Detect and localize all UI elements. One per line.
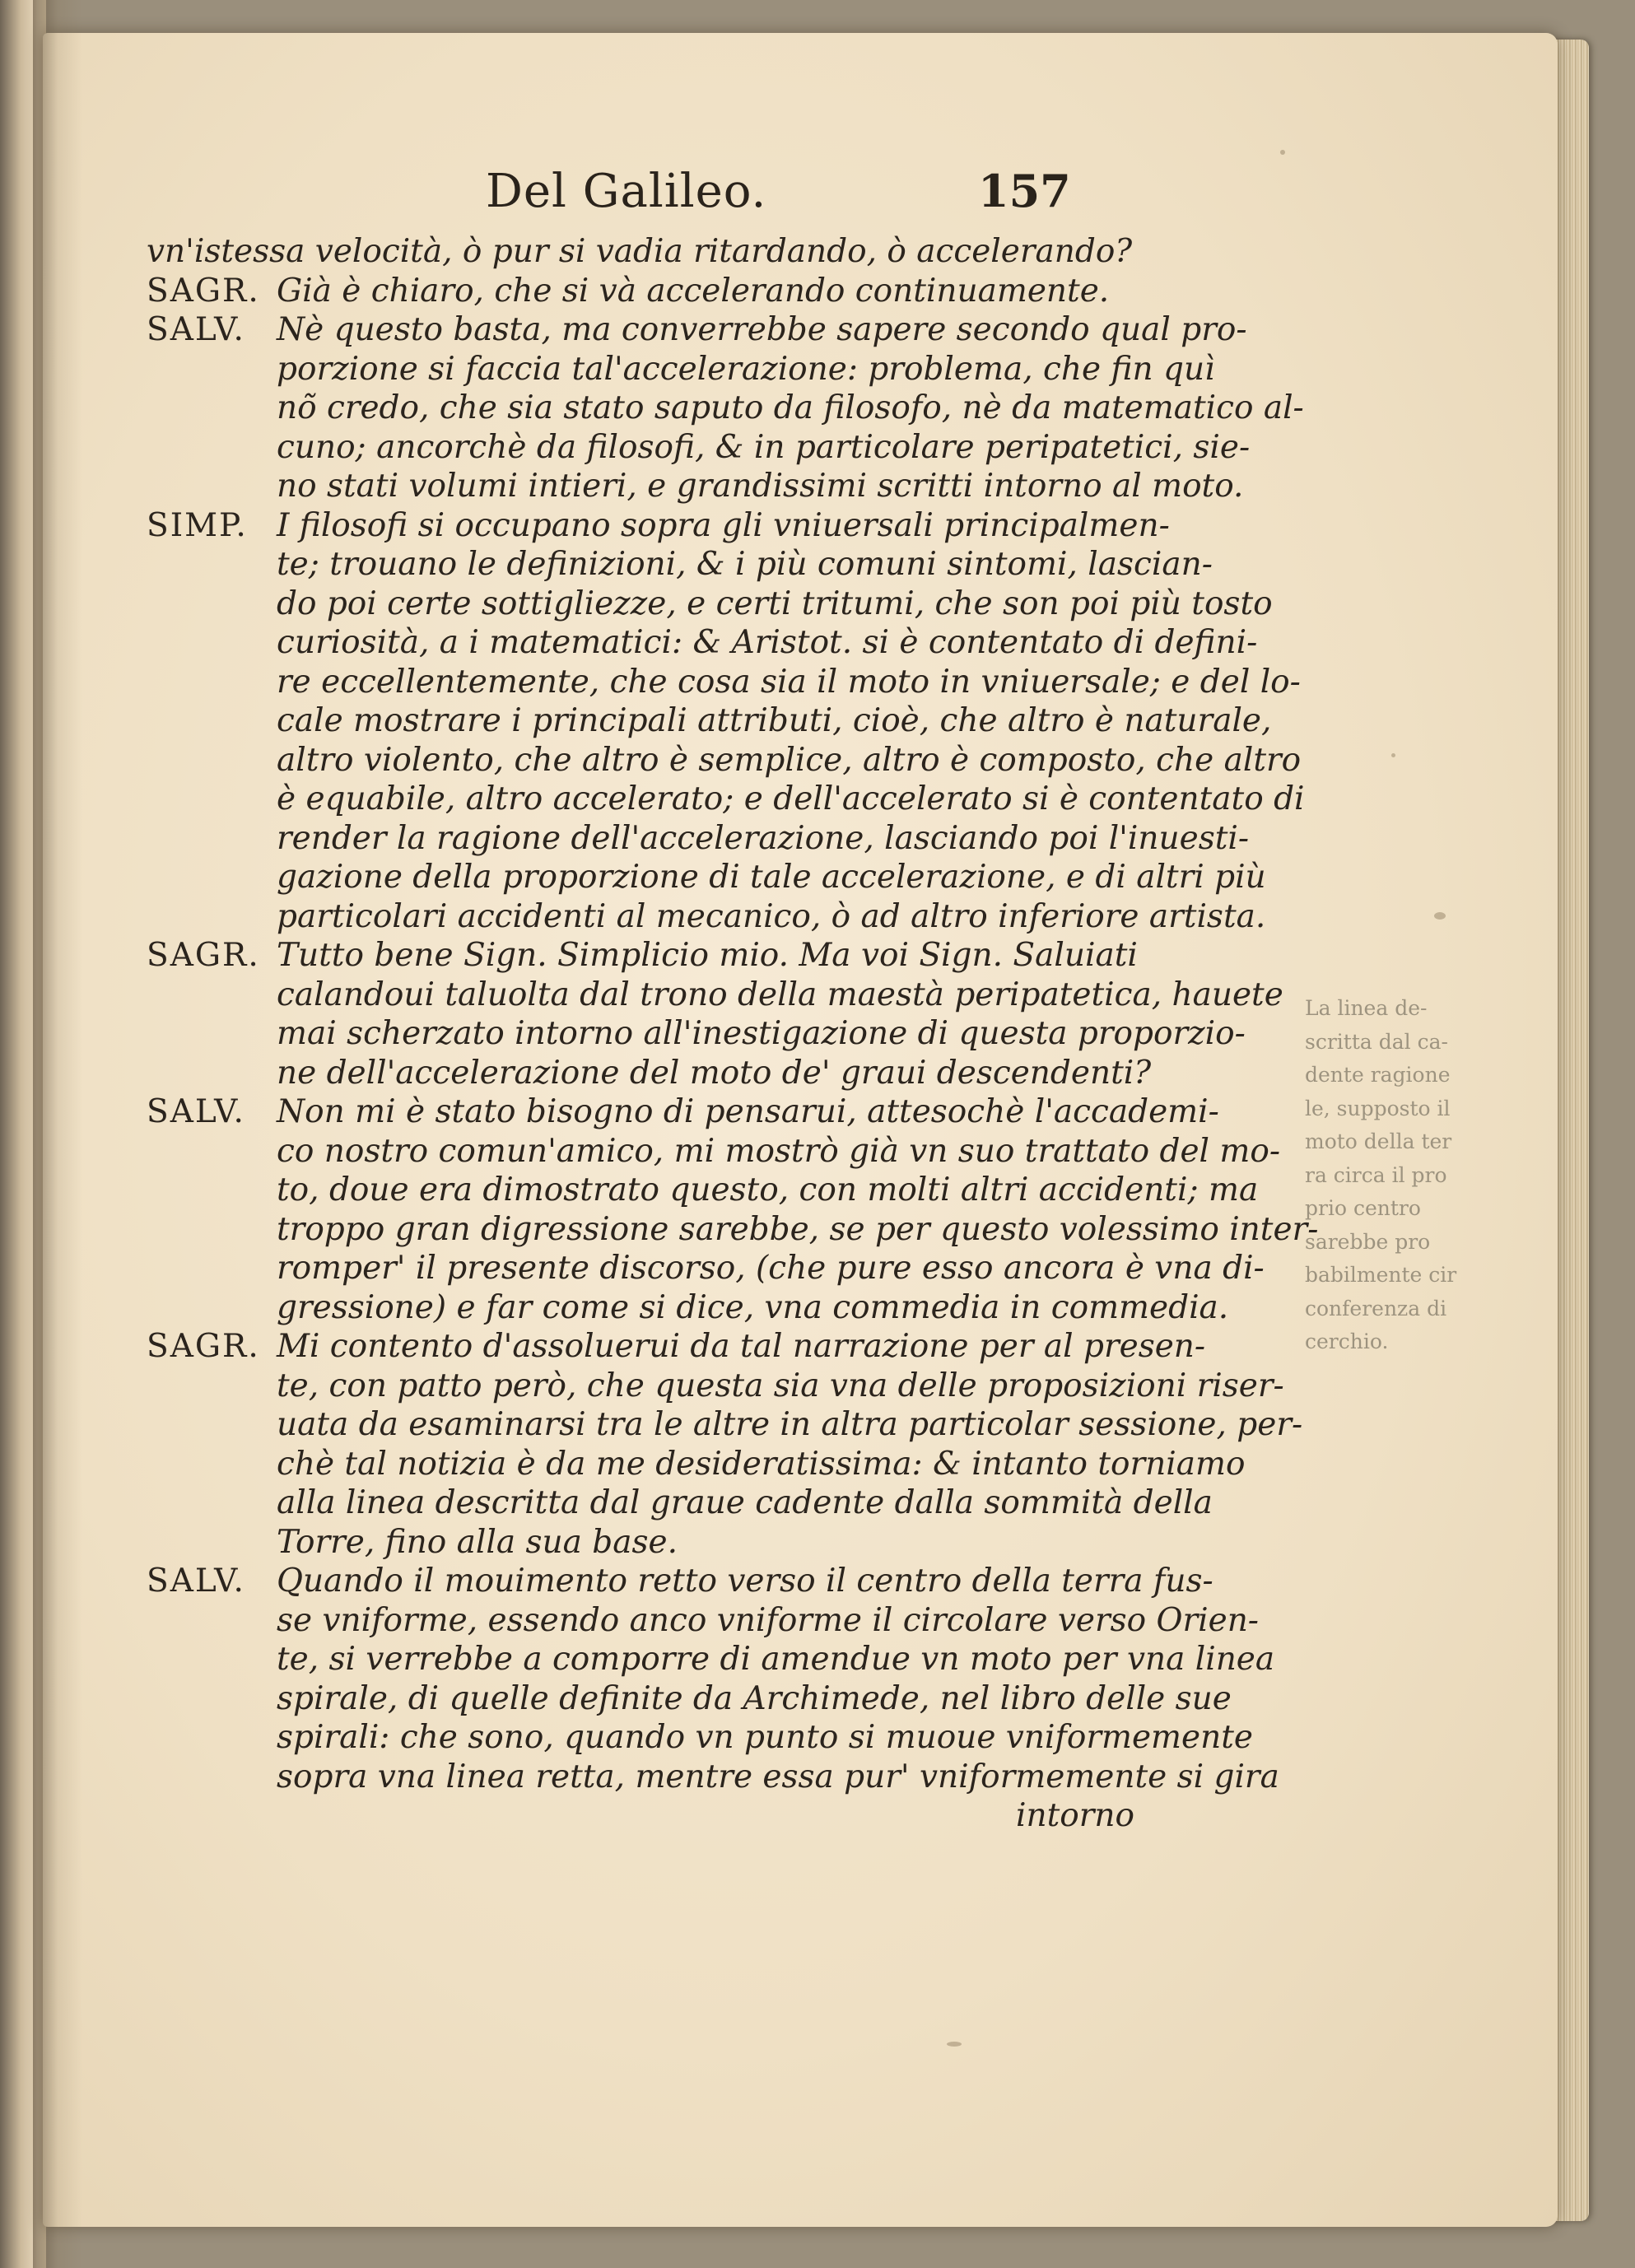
line-text: render la ragione dell'accelerazione, lasciando poi l'inuesti- [277, 819, 1250, 857]
margin-note-line: dente ragione [1305, 1063, 1451, 1087]
line-text: particolari accidenti al mecanico, ò ad altro inferiore artista. [277, 897, 1266, 935]
margin-note-line: prio centro [1305, 1196, 1421, 1220]
line-text: curiosità, a i matematici: & Aristot. si è contentato di defini- [277, 624, 1258, 661]
line-text: gressione) e far come si dice, vna commedia in commedia. [277, 1288, 1229, 1326]
speaker-label: SIMP. [147, 506, 248, 544]
catchword: intorno [1016, 1797, 1134, 1834]
margin-note-line: sarebbe pro [1305, 1229, 1431, 1254]
line-text: chè tal notizia è da me desideratissima: & intanto torniamo [277, 1445, 1246, 1483]
line-text: no stati volumi intieri, e grandissimi scritti intorno al moto. [277, 468, 1244, 505]
line-text: te, con patto però, che questa sia vna delle proposizioni riser- [277, 1367, 1284, 1404]
speaker-label: SALV. [147, 311, 245, 348]
text-line [147, 428, 1251, 468]
text-line [147, 858, 1266, 897]
margin-note-line: babilmente cir [1305, 1263, 1457, 1287]
line-text: mai scherzato intorno all'inestigazione di questa proporzio- [277, 1015, 1246, 1052]
text-line [147, 467, 1244, 506]
speaker-label: SALV. [147, 1093, 245, 1130]
text-line [147, 936, 1184, 976]
speaker-label: SAGR. [147, 937, 260, 974]
line-text: re eccellentemente, che cosa sia il moto in vniuersale; e del lo- [277, 663, 1301, 701]
margin-note-line: ra circa il pro [1305, 1162, 1447, 1187]
line-text: te, si verrebbe a comporre di amendue vn moto per vna linea [277, 1641, 1275, 1678]
line-text: gazione della proporzione di tale accelerazione, e di altri più [277, 859, 1266, 896]
text-line [147, 310, 1247, 350]
line-text: do poi certe sottigliezze, e certi tritumi, che son poi più tosto [277, 584, 1273, 622]
text-line [147, 701, 1272, 741]
line-text: troppo gran digressione sarebbe, se per questo volessimo inter- [277, 1210, 1319, 1248]
text-line [147, 1405, 1303, 1445]
text-line [147, 1562, 1213, 1601]
text-line [147, 976, 1283, 1015]
line-text: spirale, di quelle definite da Archimede, nel libro delle sue [277, 1679, 1232, 1717]
text-line [147, 623, 1258, 663]
text-line [147, 1523, 1184, 1562]
text-line [147, 1367, 1284, 1406]
text-line [147, 506, 1184, 546]
text-line [147, 897, 1266, 937]
line-text: Non mi è stato bisogno di pensarui, attesochè l'accademi- [277, 1093, 1219, 1130]
text-line [147, 584, 1273, 624]
speaker-label: SAGR. [147, 272, 260, 310]
line-text: Quando il mouimento retto verso il centro della terra fus- [277, 1562, 1213, 1600]
line-text: Nè questo basta, ma converrebbe sapere secondo qual pro- [277, 311, 1247, 348]
ink-speck [1391, 753, 1395, 757]
line-text: romper' il presente discorso, (che pure esso ancora è vna di- [277, 1250, 1265, 1287]
line-text: porzione si faccia tal'accelerazione: problema, che fin quì [277, 350, 1215, 388]
margin-note-bleedthrough [1305, 992, 1482, 1359]
text-line [147, 1288, 1229, 1328]
line-text: uata da esaminarsi tra le altre in altra particolar sessione, per- [277, 1406, 1303, 1443]
text-line [147, 1640, 1275, 1679]
margin-note-line: moto della ter [1305, 1129, 1452, 1153]
ink-speck [947, 2042, 962, 2047]
text-line [147, 1601, 1259, 1641]
line-text: spirali: che sono, quando vn punto si muoue vniformemente [277, 1719, 1253, 1756]
line-text: Tutto bene Sign. Simplicio mio. Ma voi Sign. Saluiati [277, 937, 1138, 974]
text-line [147, 1014, 1246, 1054]
text-line [147, 1718, 1253, 1758]
text-line [147, 545, 1213, 584]
text-line [147, 1171, 1259, 1210]
line-text: calandoui taluolta dal trono della maestà peripatetica, hauete [277, 976, 1283, 1013]
text-line [147, 1327, 1206, 1367]
text-line [147, 350, 1215, 389]
dialogue-text [147, 232, 1319, 1836]
margin-note-line: cerchio. [1305, 1330, 1389, 1353]
line-text: ne dell'accelerazione del moto de' graui descendenti? [277, 1054, 1152, 1092]
margin-note-line: conferenza di [1305, 1296, 1447, 1320]
text-line [147, 1758, 1279, 1797]
text-line [147, 741, 1302, 780]
text-line [147, 1445, 1246, 1484]
line-text: è equabile, altro accelerato; e dell'accelerato si è contentato di [277, 780, 1305, 817]
line-text: cale mostrare i principali attributi, cioè, che altro è naturale, [277, 702, 1272, 739]
line-text: nõ credo, che sia stato saputo da filosofo, nè da matematico al- [277, 389, 1304, 426]
binding-gutter [33, 0, 82, 2268]
line-text: altro violento, che altro è semplice, altro è composto, che altro [277, 741, 1302, 779]
ink-speck [1280, 150, 1285, 155]
text-line [147, 1132, 1281, 1171]
line-text: alla linea descritta dal graue cadente dalla sommità della [277, 1484, 1213, 1521]
margin-note-line: La linea de- [1305, 996, 1428, 1020]
running-title: Del Galileo. [486, 165, 767, 218]
page-header [0, 165, 1635, 231]
text-line [147, 1054, 1184, 1093]
line-text: se vniforme, essendo anco vniforme il circolare verso Orien- [277, 1601, 1259, 1639]
text-line [147, 1249, 1265, 1288]
line-text: Mi contento d'assoluerui da tal narrazione per al presen- [277, 1328, 1206, 1365]
text-line [147, 780, 1305, 819]
text-line [147, 1679, 1232, 1719]
ink-speck [1434, 912, 1446, 920]
speaker-label: SAGR. [147, 1328, 260, 1365]
text-line [147, 1092, 1219, 1132]
text-line [147, 1210, 1319, 1250]
page-number: 157 [978, 165, 1071, 217]
line-text: vn'istessa velocità, ò pur si vadia ritardando, ò accelerando? [147, 233, 1133, 270]
line-text: Già è chiaro, che si và accelerando continuamente. [277, 272, 1110, 310]
line-text: to, doue era dimostrato questo, con molti altri accidenti; ma [277, 1171, 1259, 1209]
text-line [147, 232, 1184, 272]
line-text: sopra vna linea retta, mentre essa pur' vniformemente si gira [277, 1758, 1279, 1795]
line-text: te; trouano le definizioni, & i più comuni sintomi, lascian- [277, 546, 1213, 583]
margin-note-line: scritta dal ca- [1305, 1029, 1448, 1054]
text-line [147, 272, 1184, 311]
line-text: Torre, fino alla sua base. [277, 1523, 678, 1561]
margin-note-line: le, supposto il [1305, 1096, 1451, 1120]
text-line [147, 819, 1250, 859]
line-text: cuno; ancorchè da filosofi, & in particolare peripatetici, sie- [277, 428, 1251, 466]
text-line [147, 389, 1304, 428]
line-text: co nostro comun'amico, mi mostrò già vn suo trattato del mo- [277, 1132, 1281, 1170]
text-line [147, 1483, 1213, 1523]
speaker-label: SALV. [147, 1562, 245, 1600]
text-line [147, 663, 1301, 702]
line-text: I filosofi si occupano sopra gli vniuersali principalmen- [277, 506, 1170, 544]
